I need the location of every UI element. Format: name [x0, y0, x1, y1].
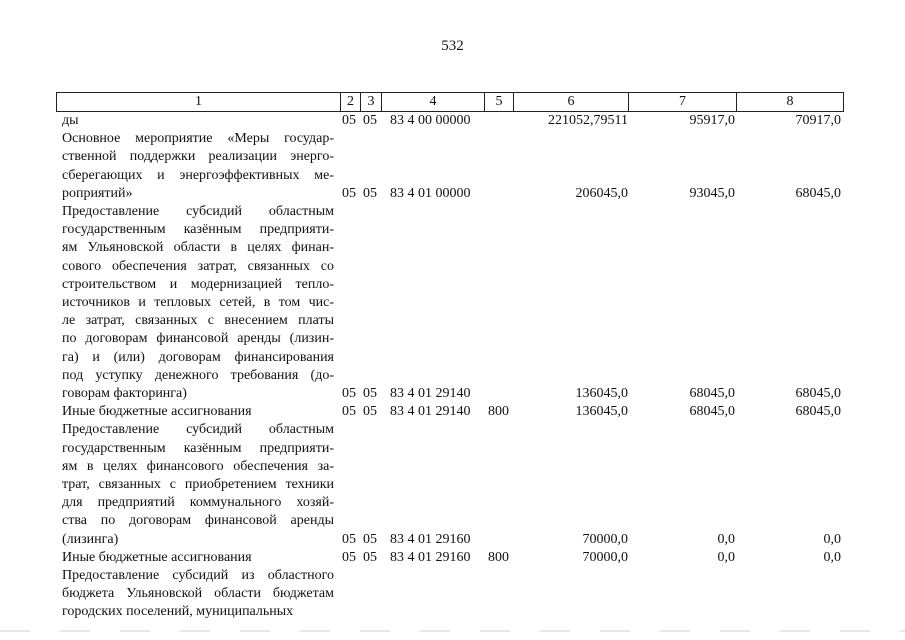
amount-col-7: 93045,0: [689, 185, 735, 201]
amount-col-6: 70000,0: [582, 531, 628, 547]
subsection-code: 05: [363, 549, 377, 565]
expense-type-code: 800: [488, 549, 509, 565]
header-col-4: 4: [382, 93, 485, 111]
description-line: ле затрат, связанных с внесением платы: [62, 313, 334, 329]
scan-artifact: [0, 630, 905, 632]
amount-col-6: 136045,0: [575, 404, 628, 420]
amount-col-7: 0,0: [717, 531, 735, 547]
row-description: [62, 549, 334, 567]
description-line: бюджета Ульяновской области бюджетам: [62, 586, 334, 602]
target-article-code: 83 4 01 00000: [390, 185, 471, 201]
description-line: ды: [62, 113, 79, 128]
amount-col-8: 0,0: [823, 549, 841, 565]
header-col-1: 1: [57, 93, 341, 111]
target-article-code: 83 4 00 00000: [390, 113, 471, 128]
amount-col-8: 0,0: [823, 531, 841, 547]
description-line: источников и тепловых сетей, в том чис-: [62, 295, 334, 311]
amount-col-6: 70000,0: [582, 549, 628, 565]
section-code: 05: [342, 549, 356, 565]
section-code: 05: [342, 531, 356, 547]
description-line: под уступку денежного требования (до-: [62, 367, 334, 383]
amount-col-6: 206045,0: [575, 185, 628, 201]
description-line: государственным казённым предприяти-: [62, 222, 334, 238]
row-description: [62, 567, 334, 622]
description-line: сберегающих и энергоэффективных ме-: [62, 167, 334, 183]
target-article-code: 83 4 01 29140: [390, 386, 471, 401]
header-col-2: 2: [341, 93, 361, 111]
subsection-code: 05: [363, 185, 377, 201]
amount-col-6: 136045,0: [575, 386, 628, 401]
description-line: сового обеспечения затрат, связанных со: [62, 258, 334, 274]
amount-col-8: 68045,0: [795, 185, 841, 201]
row-description: [62, 403, 334, 421]
section-code: 05: [342, 113, 356, 128]
amount-col-8: 68045,0: [795, 386, 841, 401]
description-line: трат, связанных с приобретением техники: [62, 477, 334, 492]
description-line: Иные бюджетные ассигнования: [62, 549, 252, 565]
description-line: городских поселений, муниципальных: [62, 604, 294, 620]
description-line: ям в целях финансового обеспечения за-: [62, 458, 334, 474]
description-line: государственным казённым предприяти-: [62, 440, 334, 456]
header-col-5: 5: [485, 93, 514, 111]
page-number: 532: [441, 38, 464, 54]
header-col-6: 6: [514, 93, 629, 111]
description-line: говорам факторинга): [62, 386, 187, 402]
amount-col-6: 221052,79511: [548, 113, 628, 128]
amount-col-7: 68045,0: [689, 404, 735, 420]
description-line: по договорам финансовой аренды (лизин-: [62, 331, 334, 347]
description-line: Иные бюджетные ассигнования: [62, 404, 252, 420]
description-line: Предоставление субсидий из областного: [62, 568, 334, 583]
target-article-code: 83 4 01 29140: [390, 404, 471, 420]
header-col-3: 3: [361, 93, 382, 111]
subsection-code: 05: [363, 404, 377, 420]
description-line: га) и (или) договорам финансирования: [62, 349, 334, 365]
target-article-code: 83 4 01 29160: [390, 549, 471, 565]
section-code: 05: [342, 386, 356, 401]
subsection-code: 05: [363, 531, 377, 547]
description-line: (лизинга): [62, 531, 119, 547]
target-article-code: 83 4 01 29160: [390, 531, 471, 547]
description-line: ственной поддержки реализации энерго-: [62, 149, 334, 165]
description-line: для предприятий коммунального хозяй-: [62, 495, 334, 511]
description-line: роприятий»: [62, 185, 133, 201]
amount-col-8: 68045,0: [795, 404, 841, 420]
row-description: [62, 130, 334, 203]
description-line: ям Ульяновской области в целях финан-: [62, 240, 334, 256]
expense-type-code: 800: [488, 404, 509, 420]
amount-col-8: 70917,0: [795, 113, 841, 128]
description-line: Предоставление субсидий областным: [62, 422, 334, 438]
row-description: [62, 112, 334, 130]
table-header: [56, 92, 844, 112]
amount-col-7: 95917,0: [689, 113, 735, 128]
subsection-code: 05: [363, 113, 377, 128]
amount-col-7: 0,0: [717, 549, 735, 565]
row-description: [62, 421, 334, 548]
section-code: 05: [342, 404, 356, 420]
description-line: ства по договорам финансовой аренды: [62, 513, 334, 529]
description-line: строительством и модернизацией тепло-: [62, 276, 334, 292]
subsection-code: 05: [363, 386, 377, 401]
row-description: [62, 203, 334, 403]
description-line: Основное мероприятие «Меры государ-: [62, 131, 334, 147]
amount-col-7: 68045,0: [689, 386, 735, 401]
description-line: Предоставление субсидий областным: [62, 204, 334, 219]
header-col-7: 7: [629, 93, 737, 111]
section-code: 05: [342, 185, 356, 201]
header-col-8: 8: [786, 94, 794, 109]
